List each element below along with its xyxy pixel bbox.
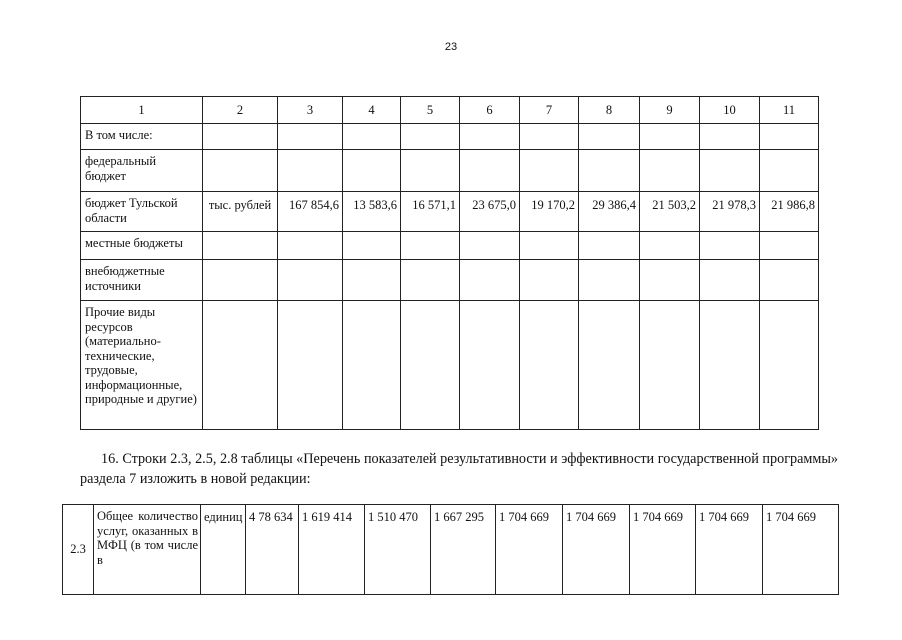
table-row-other-resources (81, 301, 819, 430)
value-cell (278, 232, 343, 260)
unit-cell (203, 150, 278, 192)
table-row-including (81, 124, 819, 150)
row-label: В том числе: (81, 124, 203, 150)
value-cell (401, 124, 460, 150)
value-cell (278, 150, 343, 192)
value-cell: 1 704 669 (630, 505, 696, 595)
value-cell (579, 260, 640, 301)
value-cell: 21 986,8 (760, 192, 819, 232)
header-cell: 2 (203, 97, 278, 124)
header-cell: 6 (460, 97, 520, 124)
value-cell (760, 232, 819, 260)
unit-cell (203, 301, 278, 430)
value-cell (278, 301, 343, 430)
value-cell (520, 232, 579, 260)
row-code: 2.3 (63, 505, 94, 595)
value-cell (278, 260, 343, 301)
unit-cell (203, 232, 278, 260)
header-cell: 5 (401, 97, 460, 124)
indicator-name: Общее количество услуг, оказанных в МФЦ (в том числе в (94, 505, 201, 595)
value-cell (760, 124, 819, 150)
indicators-table (62, 504, 839, 595)
value-cell (460, 124, 520, 150)
value-cell (278, 124, 343, 150)
value-cell (520, 260, 579, 301)
value-cell (760, 260, 819, 301)
value-cell (401, 260, 460, 301)
value-cell (640, 232, 700, 260)
value-cell (343, 232, 401, 260)
unit-cell: тыс. рублей (203, 192, 278, 232)
value-cell (700, 232, 760, 260)
unit-cell (203, 124, 278, 150)
header-cell: 7 (520, 97, 579, 124)
value-cell: 167 854,6 (278, 192, 343, 232)
amendment-paragraph: 16. Строки 2.3, 2.5, 2.8 таблицы «Перечень показателей результативности и эффективности государственной программы» раздела 7 изложить в новой редакции: (80, 451, 838, 487)
value-cell (343, 150, 401, 192)
value-cell (700, 260, 760, 301)
header-cell: 3 (278, 97, 343, 124)
value-cell (520, 150, 579, 192)
value-cell (760, 150, 819, 192)
header-cell: 8 (579, 97, 640, 124)
value-cell: 29 386,4 (579, 192, 640, 232)
value-cell (700, 150, 760, 192)
value-cell (579, 301, 640, 430)
value-cell (640, 124, 700, 150)
value-cell: 4 78 634 (246, 505, 299, 595)
value-cell (520, 124, 579, 150)
value-cell: 16 571,1 (401, 192, 460, 232)
table-row-2-3 (63, 505, 839, 595)
value-cell (760, 301, 819, 430)
value-cell (579, 232, 640, 260)
value-cell (640, 150, 700, 192)
table-row-extrabudgetary (81, 260, 819, 301)
value-cell (343, 301, 401, 430)
value-cell: 21 978,3 (700, 192, 760, 232)
value-cell: 1 667 295 (431, 505, 496, 595)
value-cell: 1 619 414 (299, 505, 365, 595)
value-cell (460, 232, 520, 260)
row-label: федеральный бюджет (81, 150, 203, 192)
value-cell (401, 301, 460, 430)
header-cell: 1 (81, 97, 203, 124)
header-cell: 4 (343, 97, 401, 124)
table-header-row (81, 97, 819, 124)
value-cell (401, 232, 460, 260)
value-cell (460, 260, 520, 301)
value-cell (579, 124, 640, 150)
page-number: 23 (444, 41, 458, 53)
header-cell: 11 (760, 97, 819, 124)
value-cell: 1 510 470 (365, 505, 431, 595)
value-cell (640, 301, 700, 430)
table-row-tula-budget (81, 192, 819, 232)
resources-table (80, 96, 819, 430)
value-cell (520, 301, 579, 430)
value-cell (579, 150, 640, 192)
value-cell: 1 704 669 (563, 505, 630, 595)
value-cell (401, 150, 460, 192)
row-label: бюджет Тульской области (81, 192, 203, 232)
table-row-federal (81, 150, 819, 192)
value-cell: 1 704 669 (496, 505, 563, 595)
table-row-local (81, 232, 819, 260)
header-cell: 9 (640, 97, 700, 124)
unit-cell: единиц (201, 505, 246, 595)
value-cell (700, 124, 760, 150)
value-cell (343, 124, 401, 150)
value-cell (460, 301, 520, 430)
value-cell: 1 704 669 (763, 505, 839, 595)
unit-cell (203, 260, 278, 301)
value-cell (640, 260, 700, 301)
value-cell: 1 704 669 (696, 505, 763, 595)
row-label: внебюджетные источники (81, 260, 203, 301)
row-label: Прочие виды ресурсов (материально-технические, трудовые, информационные, природные и другие) (81, 301, 203, 430)
value-cell: 13 583,6 (343, 192, 401, 232)
value-cell (343, 260, 401, 301)
value-cell (460, 150, 520, 192)
value-cell (700, 301, 760, 430)
value-cell: 23 675,0 (460, 192, 520, 232)
row-label: местные бюджеты (81, 232, 203, 260)
value-cell: 21 503,2 (640, 192, 700, 232)
value-cell: 19 170,2 (520, 192, 579, 232)
header-cell: 10 (700, 97, 760, 124)
